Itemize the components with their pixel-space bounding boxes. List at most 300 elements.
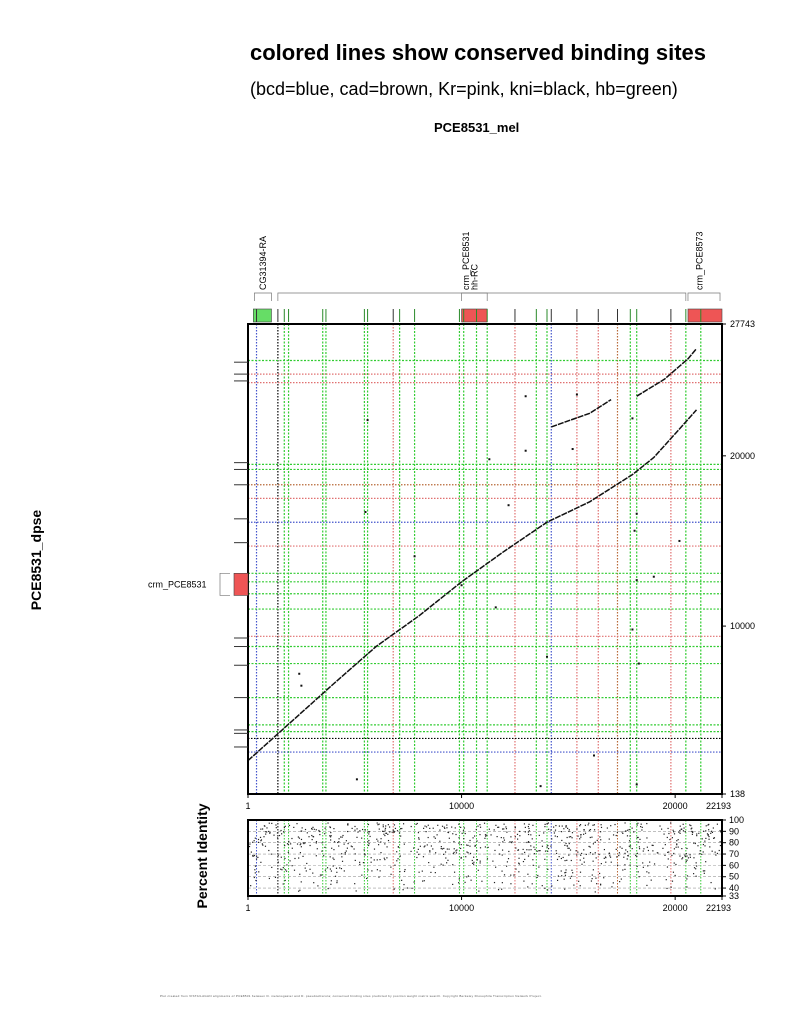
identity-dot — [556, 850, 557, 851]
identity-dot — [249, 843, 250, 844]
identity-dot — [567, 837, 568, 838]
identity-dot — [503, 824, 504, 825]
identity-dot — [595, 891, 596, 892]
identity-dot — [530, 834, 531, 835]
identity-dot — [686, 848, 687, 849]
identity-dot — [592, 825, 593, 826]
identity-dot — [528, 855, 529, 856]
identity-dot — [301, 839, 302, 840]
identity-dot — [614, 824, 615, 825]
identity-dot — [613, 882, 614, 883]
identity-dot — [400, 828, 401, 829]
alignment-hit — [634, 530, 636, 532]
identity-dot — [551, 838, 552, 839]
identity-dot — [268, 831, 269, 832]
identity-dot — [459, 878, 460, 879]
identity-dot — [577, 852, 578, 853]
identity-dot — [571, 876, 572, 877]
identity-dot — [648, 850, 649, 851]
identity-dot — [347, 848, 348, 849]
identity-dot — [330, 856, 331, 857]
identity-dot — [355, 853, 356, 854]
identity-dot — [679, 833, 680, 834]
identity-dot — [633, 831, 634, 832]
identity-dot — [286, 871, 287, 872]
identity-dot — [374, 848, 375, 849]
identity-dot — [667, 828, 668, 829]
identity-dot — [304, 842, 305, 843]
identity-dot — [526, 842, 527, 843]
identity-dot — [338, 838, 339, 839]
identity-dot — [613, 834, 614, 835]
identity-dot — [708, 839, 709, 840]
identity-dot — [271, 867, 272, 868]
identity-dot — [622, 869, 623, 870]
identity-dot — [269, 878, 270, 879]
identity-dot — [318, 830, 319, 831]
alignment-hit — [356, 778, 358, 780]
identity-dot — [485, 834, 486, 835]
identity-dot — [713, 827, 714, 828]
identity-dot — [625, 849, 626, 850]
identity-dot — [715, 852, 716, 853]
identity-dot — [674, 848, 675, 849]
identity-dot — [477, 859, 478, 860]
identity-dot — [424, 880, 425, 881]
identity-dot — [627, 851, 628, 852]
identity-dot — [301, 881, 302, 882]
identity-dot — [693, 843, 694, 844]
identity-dot — [339, 867, 340, 868]
identity-dot — [284, 845, 285, 846]
percent-identity-label: Percent Identity — [194, 803, 210, 909]
identity-dot — [419, 839, 420, 840]
identity-dot — [557, 859, 558, 860]
identity-dot — [600, 839, 601, 840]
identity-dot — [467, 852, 468, 853]
identity-dot — [453, 853, 454, 854]
identity-dot — [258, 842, 259, 843]
alignment-hit — [631, 628, 633, 630]
identity-dot — [461, 844, 462, 845]
identity-dot — [327, 822, 328, 823]
identity-dot — [400, 835, 401, 836]
identity-dot — [269, 833, 270, 834]
identity-dot — [534, 849, 535, 850]
identity-dot — [696, 862, 697, 863]
x-tick-label: 10000 — [449, 801, 475, 811]
identity-dot — [324, 833, 325, 834]
identity-dot — [433, 836, 434, 837]
crm-bracket — [688, 293, 720, 301]
identity-dot — [555, 830, 556, 831]
identity-dot — [678, 839, 679, 840]
identity-dot — [632, 848, 633, 849]
identity-dot — [573, 884, 574, 885]
identity-dot — [417, 852, 418, 853]
identity-dot — [559, 856, 560, 857]
identity-dot — [596, 883, 597, 884]
identity-dot — [266, 827, 267, 828]
identity-dot — [603, 877, 604, 878]
identity-dot — [437, 834, 438, 835]
identity-dot — [369, 831, 370, 832]
identity-dot — [541, 840, 542, 841]
identity-dot — [547, 889, 548, 890]
identity-dot — [470, 880, 471, 881]
identity-dot — [368, 843, 369, 844]
identity-dot — [569, 848, 570, 849]
identity-dot — [435, 838, 436, 839]
identity-dot — [523, 881, 524, 882]
identity-dot — [525, 827, 526, 828]
identity-dot — [312, 873, 313, 874]
alignment-hit — [495, 606, 497, 608]
identity-dot — [300, 844, 301, 845]
gene-label: hh-RC — [469, 263, 480, 290]
identity-dot — [271, 854, 272, 855]
identity-dot — [449, 838, 450, 839]
identity-dot — [708, 836, 709, 837]
identity-dot — [292, 865, 293, 866]
identity-dot — [619, 852, 620, 853]
identity-dot — [580, 855, 581, 856]
identity-dot — [460, 848, 461, 849]
identity-dot — [583, 834, 584, 835]
identity-dot — [601, 824, 602, 825]
identity-dot — [571, 870, 572, 871]
identity-dot — [647, 847, 648, 848]
identity-y-tick-label: 80 — [729, 837, 740, 848]
identity-dot — [367, 869, 368, 870]
identity-dot — [417, 823, 418, 824]
alignment-hit — [488, 458, 490, 460]
identity-dot — [620, 846, 621, 847]
identity-dot — [255, 838, 256, 839]
identity-dot — [465, 856, 466, 857]
identity-dot — [639, 876, 640, 877]
identity-dot — [621, 848, 622, 849]
identity-dot — [338, 845, 339, 846]
identity-dot — [453, 852, 454, 853]
identity-dot — [383, 824, 384, 825]
identity-dot — [371, 862, 372, 863]
footer-note: Plot created from VISTA/LAGAN alignments of PCE8531 between D. melanogaster and D. pseudoobscura; conserved binding sites predicted by position weight matrix search. Copyright Berkeley Drosophila Transcription Network Project. — [160, 994, 543, 998]
identity-dot — [686, 855, 687, 856]
identity-dot — [490, 834, 491, 835]
identity-dot — [317, 885, 318, 886]
identity-dot — [298, 891, 299, 892]
identity-dot — [424, 845, 425, 846]
identity-dot — [387, 834, 388, 835]
identity-dot — [647, 865, 648, 866]
identity-dot — [686, 886, 687, 887]
identity-dot — [393, 831, 394, 832]
identity-dot — [629, 864, 630, 865]
identity-dot — [596, 857, 597, 858]
identity-dot — [306, 863, 307, 864]
identity-dot — [348, 843, 349, 844]
gene-bracket — [254, 293, 271, 301]
identity-dot — [566, 826, 567, 827]
identity-dot — [704, 845, 705, 846]
identity-dot — [601, 863, 602, 864]
identity-dot — [254, 869, 255, 870]
identity-dot — [637, 824, 638, 825]
identity-dot — [530, 845, 531, 846]
identity-dot — [609, 855, 610, 856]
identity-dot — [423, 856, 424, 857]
identity-dot — [255, 880, 256, 881]
identity-dot — [488, 847, 489, 848]
identity-dot — [323, 855, 324, 856]
alignment-hit — [572, 448, 574, 450]
identity-dot — [411, 826, 412, 827]
identity-dot — [498, 889, 499, 890]
identity-dot — [444, 827, 445, 828]
identity-dot — [305, 829, 306, 830]
identity-dot — [380, 852, 381, 853]
identity-dot — [532, 859, 533, 860]
identity-dot — [600, 884, 601, 885]
identity-dot — [285, 880, 286, 881]
identity-dot — [396, 851, 397, 852]
identity-y-tick-label: 40 — [729, 883, 740, 894]
identity-dot — [525, 831, 526, 832]
identity-dot — [580, 859, 581, 860]
identity-dot — [254, 840, 255, 841]
identity-dot — [411, 888, 412, 889]
identity-dot — [513, 874, 514, 875]
identity-dot — [699, 853, 700, 854]
identity-dot — [472, 837, 473, 838]
identity-dot — [594, 829, 595, 830]
identity-dot — [439, 829, 440, 830]
identity-dot — [667, 852, 668, 853]
identity-dot — [581, 853, 582, 854]
identity-dot — [252, 842, 253, 843]
identity-dot — [627, 858, 628, 859]
identity-dot — [617, 865, 618, 866]
identity-dot — [719, 850, 720, 851]
identity-dot — [333, 865, 334, 866]
identity-dot — [665, 844, 666, 845]
identity-dot — [565, 875, 566, 876]
identity-dot — [452, 884, 453, 885]
identity-dot — [717, 824, 718, 825]
identity-dot — [604, 858, 605, 859]
identity-dot — [433, 828, 434, 829]
identity-dot — [629, 829, 630, 830]
identity-dot — [674, 862, 675, 863]
identity-dot — [379, 859, 380, 860]
identity-dot — [524, 852, 525, 853]
identity-dot — [555, 825, 556, 826]
identity-dot — [627, 830, 628, 831]
identity-dot — [673, 830, 674, 831]
identity-dot — [361, 875, 362, 876]
identity-dot — [559, 825, 560, 826]
identity-dot — [668, 858, 669, 859]
identity-dot — [580, 824, 581, 825]
identity-dot — [580, 837, 581, 838]
identity-dot — [371, 857, 372, 858]
annotation-crm — [234, 573, 248, 595]
identity-dot — [555, 835, 556, 836]
identity-dot — [534, 853, 535, 854]
x-tick-label: 22193 — [706, 801, 732, 811]
identity-dot — [510, 836, 511, 837]
identity-dot — [294, 858, 295, 859]
identity-dot — [410, 851, 411, 852]
identity-dot — [309, 845, 310, 846]
identity-dot — [685, 856, 686, 857]
identity-dot — [364, 849, 365, 850]
alignment-hit — [540, 785, 542, 787]
identity-dot — [505, 826, 506, 827]
identity-dot — [686, 878, 687, 879]
identity-dot — [652, 850, 653, 851]
identity-dot — [265, 831, 266, 832]
identity-dot — [442, 848, 443, 849]
identity-dot — [281, 869, 282, 870]
identity-x-tick-label: 20000 — [662, 903, 688, 913]
identity-dot — [377, 824, 378, 825]
identity-dot — [688, 857, 689, 858]
identity-dot — [637, 853, 638, 854]
identity-dot — [431, 845, 432, 846]
identity-dot — [590, 846, 591, 847]
identity-dot — [669, 839, 670, 840]
identity-dot — [616, 849, 617, 850]
identity-dot — [331, 870, 332, 871]
identity-dot — [429, 828, 430, 829]
identity-dot — [703, 844, 704, 845]
alignment-hit — [593, 754, 595, 756]
identity-dot — [403, 884, 404, 885]
identity-dot — [477, 826, 478, 827]
identity-dot — [298, 857, 299, 858]
identity-dot — [286, 864, 287, 865]
identity-dot — [316, 855, 317, 856]
identity-dot — [670, 822, 671, 823]
identity-dot — [352, 828, 353, 829]
identity-dot — [675, 875, 676, 876]
identity-dot — [532, 838, 533, 839]
identity-dot — [610, 857, 611, 858]
identity-dot — [386, 846, 387, 847]
identity-dot — [289, 860, 290, 861]
identity-dot — [312, 839, 313, 840]
alignment-segment — [248, 410, 697, 761]
identity-dot — [377, 822, 378, 823]
identity-dot — [336, 882, 337, 883]
identity-dot — [498, 827, 499, 828]
identity-dot — [547, 823, 548, 824]
identity-dot — [568, 831, 569, 832]
identity-dot — [508, 851, 509, 852]
identity-dot — [501, 889, 502, 890]
identity-dot — [592, 878, 593, 879]
identity-dot — [299, 838, 300, 839]
identity-dot — [576, 854, 577, 855]
identity-dot — [720, 845, 721, 846]
identity-dot — [308, 836, 309, 837]
identity-dot — [502, 854, 503, 855]
identity-dot — [422, 880, 423, 881]
identity-dot — [301, 846, 302, 847]
x-sequence-label: PCE8531_mel — [434, 120, 520, 135]
identity-dot — [515, 868, 516, 869]
identity-dot — [480, 861, 481, 862]
identity-dot — [639, 846, 640, 847]
identity-dot — [481, 881, 482, 882]
identity-dot — [432, 848, 433, 849]
alignment-hit — [636, 579, 638, 581]
identity-dot — [442, 865, 443, 866]
identity-dot — [562, 825, 563, 826]
identity-dot — [584, 862, 585, 863]
identity-dot — [519, 863, 520, 864]
identity-dot — [346, 850, 347, 851]
identity-dot — [547, 851, 548, 852]
identity-dot — [445, 857, 446, 858]
identity-dot — [557, 880, 558, 881]
identity-y-tick-label: 33 — [729, 891, 740, 901]
identity-dot — [566, 825, 567, 826]
identity-dot — [550, 829, 551, 830]
identity-dot — [371, 870, 372, 871]
identity-dot — [523, 861, 524, 862]
identity-dot — [452, 833, 453, 834]
identity-dot — [284, 858, 285, 859]
identity-dot — [643, 848, 644, 849]
identity-dot — [646, 823, 647, 824]
identity-dot — [446, 862, 447, 863]
identity-dot — [422, 871, 423, 872]
identity-dot — [285, 826, 286, 827]
identity-dot — [416, 857, 417, 858]
identity-dot — [445, 851, 446, 852]
identity-dot — [720, 841, 721, 842]
identity-dot — [342, 837, 343, 838]
identity-dot — [384, 843, 385, 844]
identity-dot — [414, 881, 415, 882]
identity-dot — [683, 830, 684, 831]
identity-dot — [472, 860, 473, 861]
identity-dot — [704, 870, 705, 871]
identity-dot — [262, 843, 263, 844]
identity-dot — [416, 824, 417, 825]
identity-dot — [447, 848, 448, 849]
identity-dot — [474, 835, 475, 836]
identity-dot — [668, 851, 669, 852]
identity-dot — [347, 824, 348, 825]
identity-dot — [588, 846, 589, 847]
identity-dot — [279, 835, 280, 836]
identity-dot — [542, 846, 543, 847]
identity-dot — [635, 855, 636, 856]
identity-dot — [694, 867, 695, 868]
identity-dot — [435, 872, 436, 873]
identity-dot — [324, 847, 325, 848]
identity-dot — [455, 827, 456, 828]
identity-dot — [715, 854, 716, 855]
identity-dot — [470, 853, 471, 854]
identity-dot — [448, 832, 449, 833]
identity-dot — [597, 840, 598, 841]
identity-dot — [667, 866, 668, 867]
